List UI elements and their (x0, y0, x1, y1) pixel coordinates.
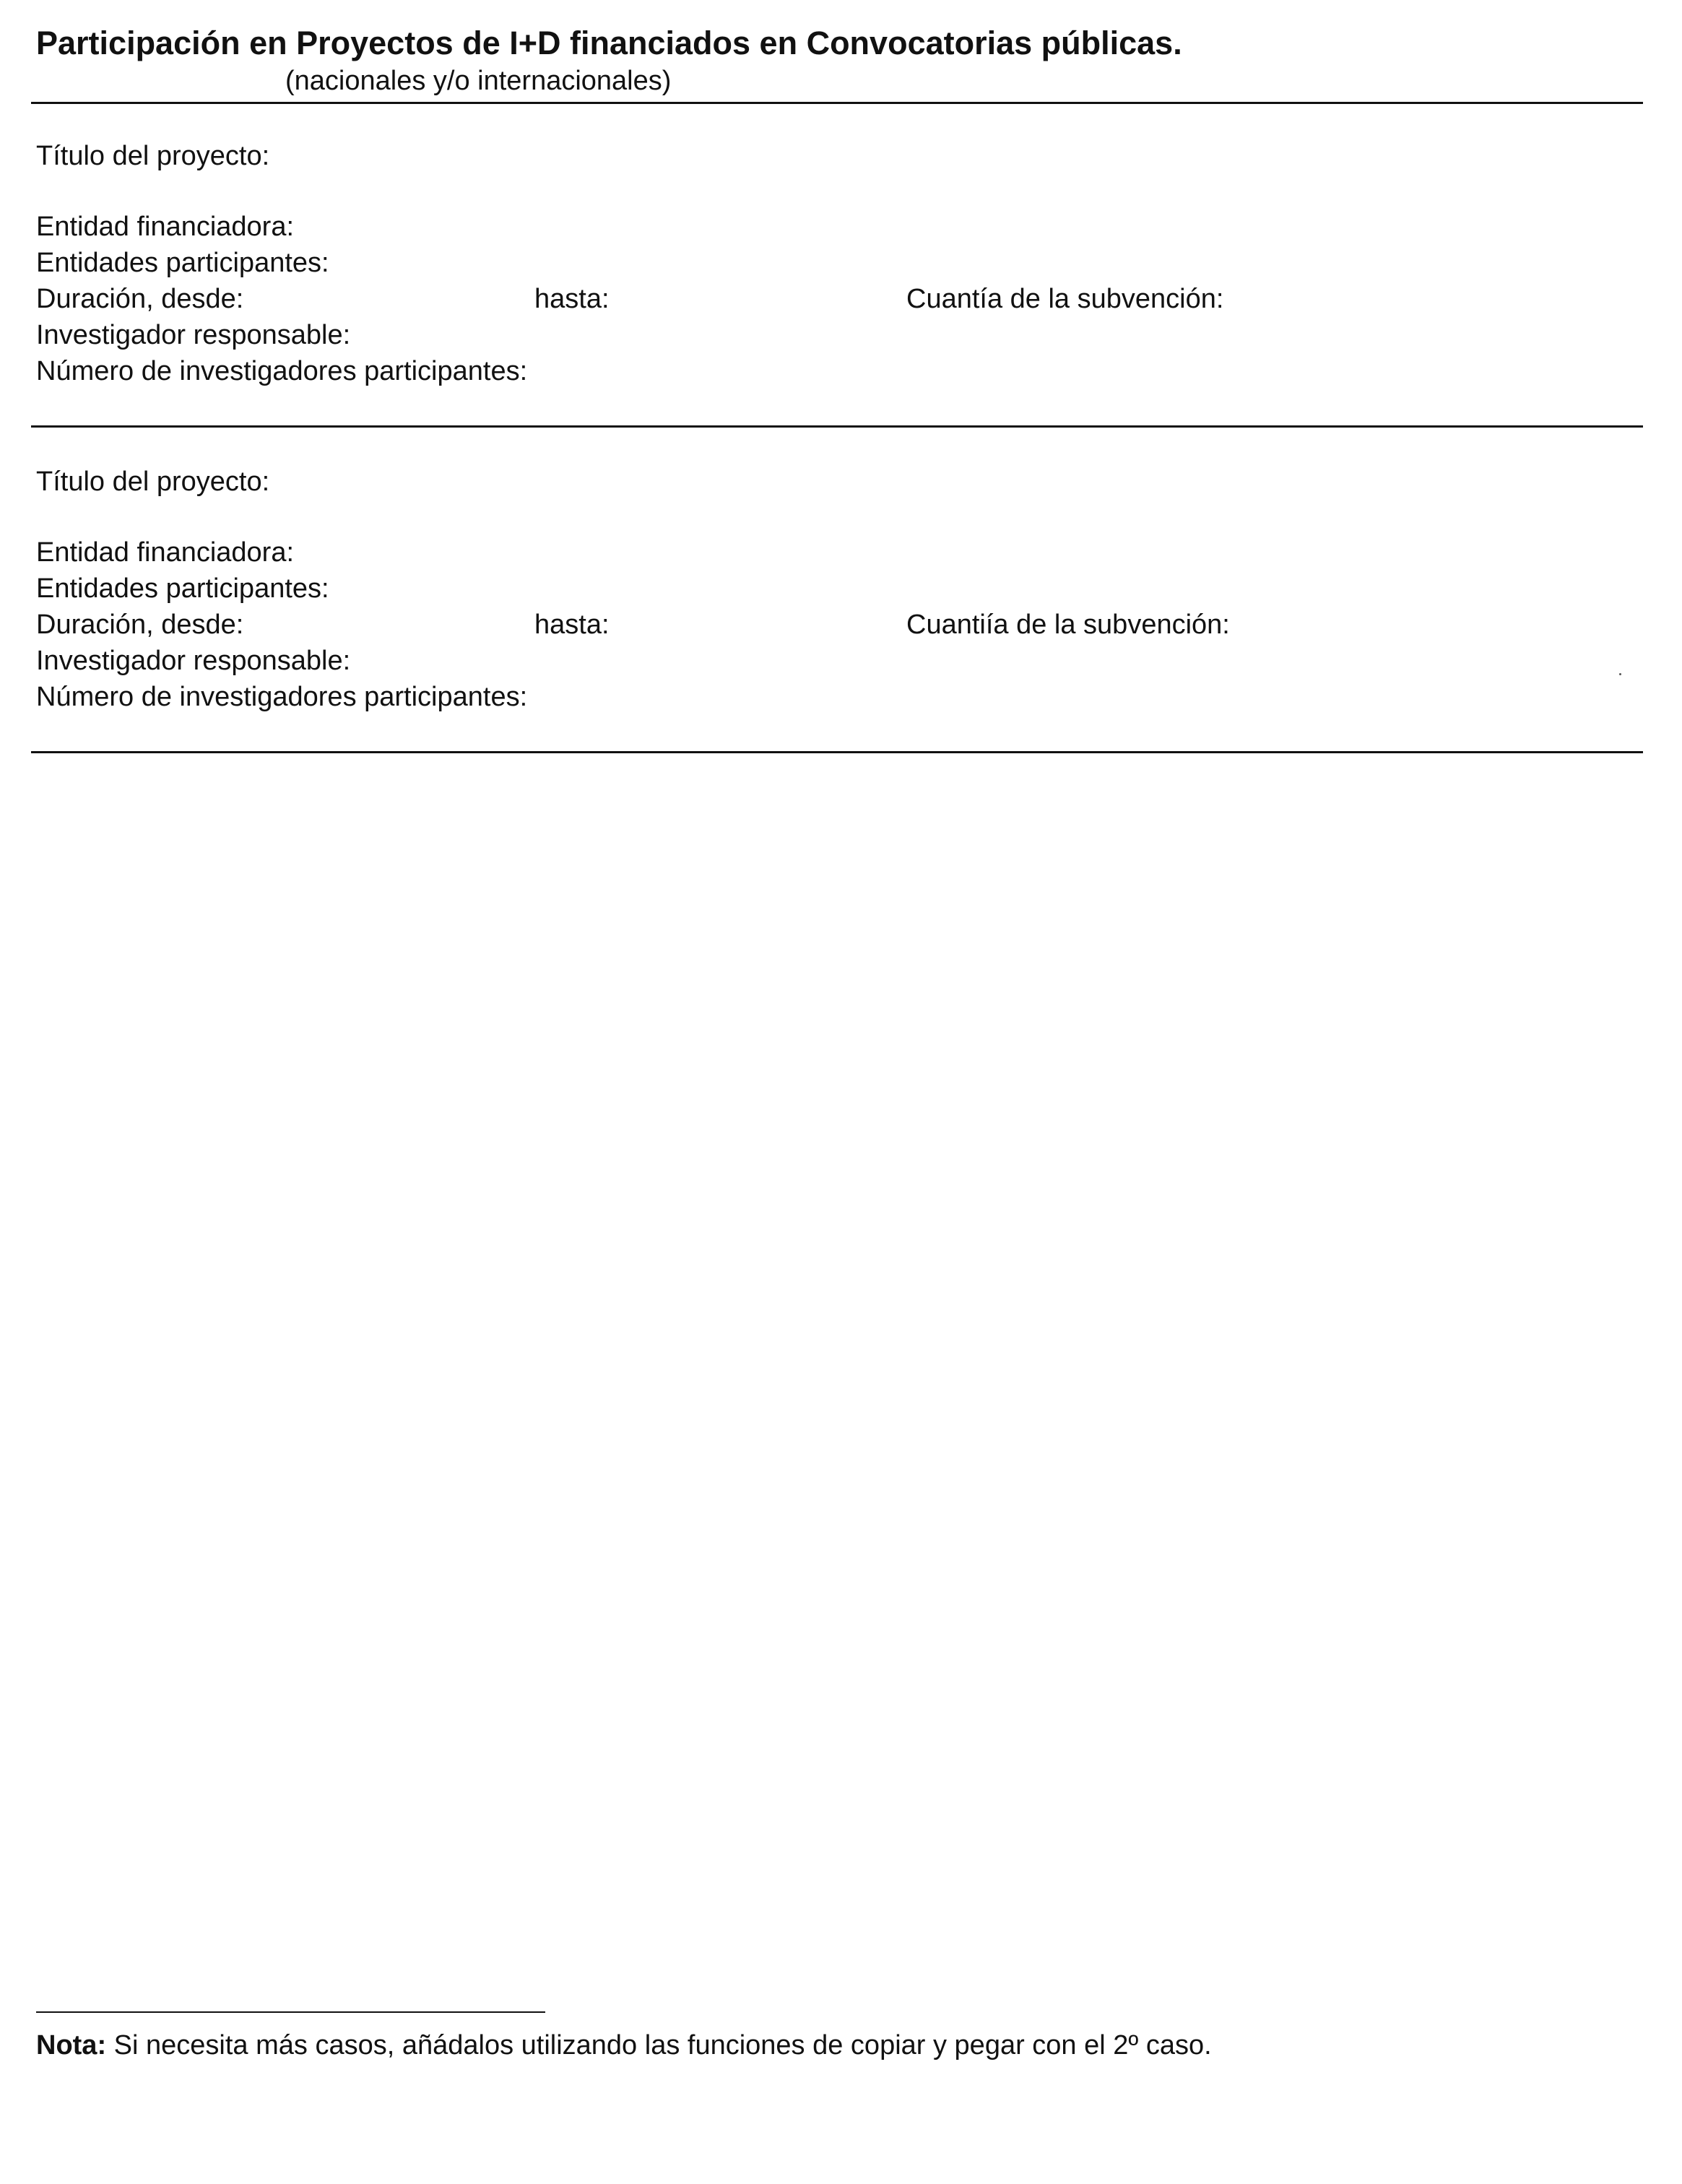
lead-researcher-label: Investigador responsable: (36, 646, 351, 676)
project-divider-2 (31, 751, 1643, 753)
project-divider-1 (31, 425, 1643, 428)
page-title: Participación en Proyectos de I+D financiados en Convocatorias públicas. (36, 25, 1182, 61)
duration-to-label: hasta: (534, 610, 610, 640)
project-title-label: Título del proyecto: (36, 141, 270, 171)
footnote-text: Si necesita más casos, añádalos utilizando las funciones de copiar y pegar con el 2º caso. (106, 2030, 1212, 2060)
header-divider (31, 102, 1643, 104)
footnote (36, 2028, 1212, 2063)
footnote-label: Nota: (36, 2030, 107, 2060)
scan-speck (1619, 673, 1621, 675)
lead-researcher-label: Investigador responsable: (36, 320, 351, 350)
duration-to-label: hasta: (534, 284, 610, 314)
participating-entities-label: Entidades participantes: (36, 248, 329, 278)
funding-entity-label: Entidad financiadora: (36, 212, 295, 242)
duration-from-label: Duración, desde: (36, 610, 244, 640)
researcher-count-label: Número de investigadores participantes: (36, 682, 528, 712)
grant-amount-label: Cuantía de la subvención: (906, 284, 1224, 314)
funding-entity-label: Entidad financiadora: (36, 537, 295, 568)
footnote-divider (36, 2011, 545, 2013)
grant-amount-label: Cuantiía de la subvención: (906, 610, 1230, 640)
researcher-count-label: Número de investigadores participantes: (36, 356, 528, 386)
project-title-label: Título del proyecto: (36, 467, 270, 497)
page-subtitle: (nacionales y/o internacionales) (285, 66, 672, 96)
duration-from-label: Duración, desde: (36, 284, 244, 314)
participating-entities-label: Entidades participantes: (36, 573, 329, 604)
